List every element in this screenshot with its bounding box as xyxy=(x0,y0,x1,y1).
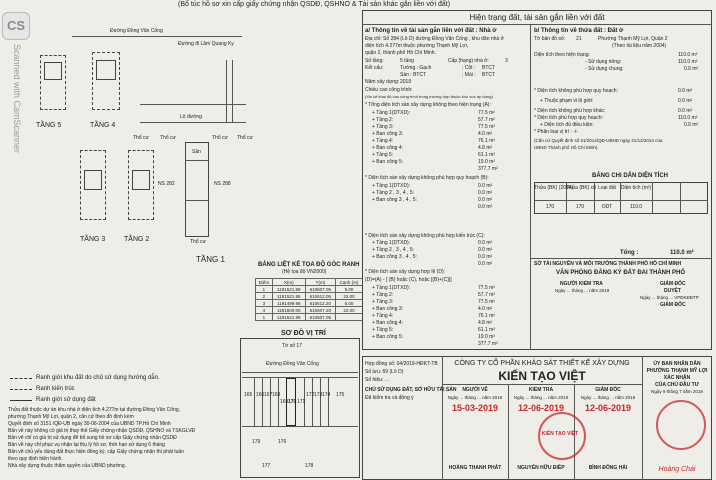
signature: Hoàng Chái xyxy=(658,466,696,473)
parcel-175: 175 xyxy=(336,392,345,398)
area-cell: 170 xyxy=(545,204,555,210)
floor-area-value: 76.1 m² xyxy=(478,138,495,144)
top-note: (Bổ túc hồ sơ xin cấp giấy chứng nhận QSDĐ, QSHNO & Tài sản khác gắn liền với đất) xyxy=(178,1,451,8)
floor-area-label: + Tầng 3: xyxy=(372,299,394,305)
land-note-value: 0.0 m² xyxy=(678,108,693,114)
vitri-sub: Tờ số 17 xyxy=(282,343,302,349)
location-map xyxy=(240,338,360,478)
a-row-value: Sàn : BTCT xyxy=(400,72,427,78)
table-row: 1 1191521.99 610607.05 xyxy=(256,314,363,321)
b-line: (Theo tài liệu năm 2004) xyxy=(612,43,667,49)
camscanner-logo: CS xyxy=(2,12,30,40)
b-line: 21 xyxy=(576,36,582,42)
floor-area-label: + Tầng 4: xyxy=(372,313,394,319)
tong-label: Tổng : xyxy=(620,250,639,256)
uy-ban-3: XÁC NHẬN xyxy=(663,375,691,381)
kiem-tra: KIỂM TRA xyxy=(528,387,554,393)
section-b-title: b/ Thông tin về thửa đất : Đất ở xyxy=(534,28,624,34)
note-para: Quyết định số 3151 /QĐ-UB ngày 30-06-2004 của UBND TP.Hồ Chí Minh xyxy=(8,421,171,427)
floor-area-value: 19.0 m² xyxy=(478,334,495,340)
can-cu: (Căn cứ Quyết định số 51/2014/QĐ-UBND ngày 31/12/2014 của xyxy=(534,138,663,143)
a-row-value: 3 xyxy=(505,58,508,64)
area-cell: 110.0 xyxy=(629,204,643,210)
ns288-label: NS 288 xyxy=(214,181,231,187)
giam-doc-label: GIÁM ĐỐC xyxy=(660,281,686,287)
org-2: VĂN PHÒNG ĐĂNG KÝ ĐẤT ĐAI THÀNH PHỐ xyxy=(556,270,686,276)
uy-ban-2: PHƯỜNG THẠNH MỸ LỢI xyxy=(646,368,708,374)
uy-ban-4: CỦA CHỦ ĐẦU TƯ xyxy=(655,382,699,388)
floor-area-label: + Ban công 5: xyxy=(372,334,403,340)
floor-area-label: + Ban công 3: xyxy=(372,306,403,312)
land-value: 110.0 m² xyxy=(678,52,698,58)
uy-ban: ỦY BAN NHÂN DÂN xyxy=(653,361,701,367)
tho-cu-5: Thổ cư xyxy=(190,239,206,245)
section-a-title: a/ Thông tin về tài sản gắn liền với đất : Nhà ở xyxy=(365,28,497,34)
table-row: 1 1191521.99 610607.05 5.00 xyxy=(256,286,363,293)
floor-area-label: + Tầng 1(DTXD): xyxy=(372,110,411,116)
area-col: Thửa (BK) (2004) xyxy=(534,185,574,191)
date-gd-stamp: 12-06-2019 xyxy=(584,403,632,413)
floor-area-label: + Tầng 2 , 3 , 4 , 5: xyxy=(372,247,415,253)
nguoi-ve: NGƯỜI VẼ xyxy=(462,387,488,393)
lo-duong-label: Lộ đường xyxy=(180,114,202,120)
b-line: Phường Thạnh Mỹ Lợi, Quận 2 xyxy=(598,36,668,42)
floor-area-value: 4.0 m² xyxy=(478,306,493,312)
floor-area-label: + Tầng 3: xyxy=(372,124,394,130)
tho-cu-1: Thổ cư xyxy=(133,135,149,141)
b-floor-title: * Diện tích sàn xây dựng không phù hợp quy hoạch (B): xyxy=(365,175,489,181)
a-row-value: 2018 xyxy=(400,79,412,85)
ngay-ub: Ngày 9 tháng 7 năm 2019 xyxy=(651,389,703,394)
d-formula: (D)=(A) - [ (B) hoặc (C), hoặc [(B)+(C)]] xyxy=(365,277,452,283)
floor-area-value: 61.1 m² xyxy=(478,327,495,333)
note-para: Bản vẽ này không có giá trị thay thế Giấy chứng nhận QSDĐ, QSHNO và TSKGLVĐ xyxy=(8,428,196,434)
floor-area-label: + Tầng 1(DTXD): xyxy=(372,285,411,291)
land-note: + Diện tích đủ điều kiện: xyxy=(540,122,594,128)
land-label: Diện tích theo hiện trạng: xyxy=(534,52,590,58)
giam-doc: GIÁM ĐỐC xyxy=(595,387,621,393)
area-table-title: BẢNG CHI DẪN DIỆN TÍCH xyxy=(592,173,668,179)
a-row-label: Cấp (hạng) nhà ở: xyxy=(448,58,489,64)
parcel-171: 171 xyxy=(297,399,306,405)
land-value: 110.0 m² xyxy=(678,59,698,65)
a-row-value: BTCT xyxy=(482,65,496,71)
date-kt-stamp: 12-06-2019 xyxy=(517,403,565,413)
floor-area-value: 377.7 m² xyxy=(478,166,498,172)
date-ve-stamp: 15-03-2019 xyxy=(451,403,499,413)
duyet-label: DUYỆT xyxy=(664,288,681,294)
floor-area-label: + Ban công 4: xyxy=(372,145,403,151)
area-cell: 170 xyxy=(575,204,585,210)
floor-area-value: 57.7 m² xyxy=(478,117,495,123)
table-row: 3 1191499.96 610612.20 5.00 xyxy=(256,300,363,307)
coord-header-row: Điểm X(m) Y(m) Cạnh (m) xyxy=(256,279,363,286)
c-floor-title: * Diện tích sàn xây dựng không phù hợp kiến trúc (C): xyxy=(365,233,485,239)
tong-value: 110.0 m² xyxy=(670,250,694,256)
note-item-2: Ranh kiến trúc xyxy=(36,386,75,392)
floor1-plan xyxy=(185,142,209,237)
floor-area-value: 77.5 m² xyxy=(478,285,495,291)
road-top-label: Đường Đồng Văn Cống xyxy=(110,28,163,34)
archive-no: Số lưu: 69 (Lô D) xyxy=(365,369,404,375)
parcel-168: 168 xyxy=(272,392,281,398)
parcel-173: 173 xyxy=(314,392,323,398)
d-floor-title: * Diện tích sàn xây dựng hợp lệ (D): xyxy=(365,269,445,275)
parcel-179: 179 xyxy=(252,439,261,445)
floor-area-value: 4.0 m² xyxy=(478,131,493,137)
floor-area-value: 0.0 m² xyxy=(478,190,493,196)
floor-area-value: 77.5 m² xyxy=(478,110,495,116)
stamp-text: KIẾN TẠO VIỆT xyxy=(541,431,579,437)
ngay-kt2: Ngày ... tháng ... năm 2019 xyxy=(513,395,569,400)
tho-cu-2: Thổ cư xyxy=(160,135,176,141)
can-cu-2: UBND Thành phố Hồ Chí Minh). xyxy=(534,145,599,150)
floor-area-value: 0.0 m² xyxy=(478,183,493,189)
a-row-value: 5 tầng xyxy=(400,58,414,64)
floor-area-label: + Tầng 2: xyxy=(372,292,394,298)
name-ve: HOÀNG THANH PHÁT xyxy=(448,465,502,471)
parcel-177: 177 xyxy=(262,463,271,469)
nguoi-kiem-tra: NGƯỜI KIỂM TRA xyxy=(560,281,603,287)
name-kt: NGUYỄN HỮU ĐIỀP xyxy=(517,465,565,471)
land-note-value: 0.0 m² xyxy=(678,98,693,104)
floor-area-value: 0.0 m² xyxy=(478,261,493,267)
parcel-165: 165 xyxy=(244,392,253,398)
floor1-label: TẦNG 1 xyxy=(196,255,225,264)
parcel-176: 176 xyxy=(278,439,287,445)
a-line: diện tích 4.277m thuộc phường Thạnh Mỹ Lợi, xyxy=(365,43,469,49)
coord-table-subtitle: (Hệ tọa độ VN2000) xyxy=(282,269,327,275)
phan-loai: * Phân loại vị trí : -/- xyxy=(534,129,578,135)
area-col: Loại đất xyxy=(598,185,616,191)
ngay-chu: Đã kiểm tra và đồng ý xyxy=(365,395,414,401)
floor4-label: TẦNG 4 xyxy=(90,122,116,129)
ngay-kiem-tra: Ngày ... tháng ... năm 2019 xyxy=(555,288,610,293)
company-brand: KIẾN TẠO VIỆT xyxy=(498,369,586,383)
right-title: Hiện trạng đất, tài sản gắn liền với đất xyxy=(469,13,605,22)
table-row: 4 1191500.00 610607.20 22.00 xyxy=(256,307,363,314)
land-note: * Diện tích không phù hợp khác: xyxy=(534,108,606,114)
land-note: + Thuộc phạm vi lộ giới: xyxy=(540,98,594,104)
floor3-label: TẦNG 3 xyxy=(80,236,106,243)
so-lieu: Số hiệu: ... xyxy=(365,377,389,383)
note-para: Bản vẽ này chỉ phục vụ nhận lại thụ lý hồ sơ, thời hạn sử dụng 6 tháng xyxy=(8,442,165,448)
camscanner-text: Scanned with CamScanner xyxy=(12,44,22,154)
floor-area-label: + Tầng 2 , 3 , 4 , 5: xyxy=(372,190,415,196)
floor-area-value: 0.0 m² xyxy=(478,204,493,210)
parcel-174: 174 xyxy=(322,392,331,398)
a-row-value: BTCT xyxy=(482,72,496,78)
a-row-value: Tường : Gạch xyxy=(400,65,432,71)
area-col: Diện tích (m²) xyxy=(620,185,652,191)
floor-area-label: + Ban công 3 , 4 , 5: xyxy=(372,254,417,260)
a-row-label: ; Mái : xyxy=(462,72,476,78)
land-note: * Diện tích không phù hợp quy hoạch: xyxy=(534,88,618,94)
floor-area-label: + Ban công 4: xyxy=(372,320,403,326)
giam-doc-2: GIÁM ĐỐC xyxy=(660,302,686,308)
a-floor-title: * Tổng diện tích sàn xây dựng không theo hiện trạng (A): xyxy=(365,102,491,108)
floor-area-value: 377.7 m² xyxy=(478,341,498,347)
company-name: CÔNG TY CỔ PHẦN KHẢO SÁT THIẾT KẾ XÂY DỰNG xyxy=(454,360,630,367)
ngay-ve: Ngày ... tháng ... năm 2019 xyxy=(447,395,503,400)
parcel-172: 172 xyxy=(306,392,315,398)
parcel-169: 169 xyxy=(280,399,289,405)
tho-cu-3: Thổ cư xyxy=(212,135,228,141)
b-line: Tờ bản đồ số: xyxy=(534,36,566,42)
tho-cu-4: Thổ cư xyxy=(237,135,253,141)
a-row-label: Kết cấu: xyxy=(365,65,384,71)
floor-area-value: 76.1 m² xyxy=(478,313,495,319)
floor-area-value: 61.1 m² xyxy=(478,152,495,158)
ngay-duyet: Ngày ... tháng ... VPĐKĐĐTP xyxy=(640,295,699,300)
road-top2-label: Đường đi Lâm Quang Ky xyxy=(178,41,234,47)
floor-area-label: + Tầng 5: xyxy=(372,327,394,333)
floor2-label: TẦNG 2 xyxy=(124,236,150,243)
a-row-label: Năm xây dựng: xyxy=(365,79,400,85)
note-para: Nhà xây dựng thuộc thẩm quyền của UBND phường. xyxy=(8,463,127,469)
floor-area-label: + Ban công 3 , 4 , 5: xyxy=(372,197,417,203)
coord-table xyxy=(255,278,363,321)
land-note-value: 0.0 m² xyxy=(678,88,693,94)
floor-area-label: + Tầng 2: xyxy=(372,117,394,123)
floor-area-value: 0.0 m² xyxy=(478,254,493,260)
floor-area-value: 77.5 m² xyxy=(478,299,495,305)
org-1: SỞ TÀI NGUYÊN VÀ MÔI TRƯỜNG THÀNH PHỐ HỒ CHÍ MINH xyxy=(534,261,682,267)
floor-area-value: 4.8 m² xyxy=(478,320,493,326)
table-row: 2 1191521.95 610612.05 22.00 xyxy=(256,293,363,300)
land-label: - Sử dụng riêng: xyxy=(585,59,622,65)
area-cell: ODT xyxy=(601,204,613,210)
a-line: Địa chỉ: Số 284 (Lô D) đường Đồng Văn Cống , khu dân nhà ở xyxy=(365,36,504,42)
a-line: quận 2, thành phố Hồ Chí Minh. xyxy=(365,50,436,56)
floor5-label: TẦNG 5 xyxy=(36,122,62,129)
floor-area-value: 19.0 m² xyxy=(478,159,495,165)
note-para: Thửa đất thuộc dự án khu nhà ở diện tích 4.277m tại đường Đồng Văn Cống, xyxy=(8,407,180,413)
parcel-178: 178 xyxy=(305,463,314,469)
parcel-167: 167 xyxy=(264,392,273,398)
parcel-166: 166 xyxy=(256,392,265,398)
vitri-title: SƠ ĐỒ VỊ TRÍ xyxy=(281,330,326,337)
san-label: Sân xyxy=(192,149,201,155)
vitri-road: Đường Đồng Văn Cống xyxy=(266,361,319,367)
area-col: Thửa (BK) cũ xyxy=(566,185,597,191)
land-label: - Sử dụng chung: xyxy=(585,66,624,72)
note-item-3: Ranh giới sử dụng đất xyxy=(36,397,96,403)
floor-area-label: + Tầng 1(DTXD): xyxy=(372,240,411,246)
a-row-label: Số tầng: xyxy=(365,58,384,64)
contract-no: Hợp đồng số: 04/2019-HĐKT-TB xyxy=(365,361,438,367)
floor-area-value: 4.8 m² xyxy=(478,145,493,151)
parcel-170: 170 xyxy=(288,399,297,405)
note-para: Bản vẽ chủ yếu dùng đất thực hiện đồng ký, cấp Giấy chứng nhận thì phải tuân xyxy=(8,449,184,455)
land-note-value: 110.0 m² xyxy=(678,115,698,121)
floor-area-label: + Tầng 1(DTXD): xyxy=(372,183,411,189)
floor-area-value: 57.7 m² xyxy=(478,292,495,298)
floor-area-label: + Ban công 5: xyxy=(372,159,403,165)
coord-table-title: BẢNG LIỆT KÊ TỌA ĐỘ GÓC RANH xyxy=(258,262,360,268)
a-note: (Xin kê khai độ cao công trình trong trường hợp thuộc khu vực áp dụng) xyxy=(365,94,493,99)
note-para: Bản vẽ chỉ có giá trị sử dụng để bổ sung hồ sơ cấp Giấy chứng nhận QSDĐ xyxy=(8,435,177,441)
ns282-label: NS 282 xyxy=(158,181,175,187)
floor-area-value: 0.0 m² xyxy=(478,240,493,246)
ward-stamp xyxy=(656,400,706,450)
chu-su-dung: CHỦ SỬ DỤNG ĐẤT, SỞ HỮU TÀI SẢN xyxy=(365,387,457,393)
a-row-label: ; Cột : xyxy=(462,65,476,71)
floor-area-label: + Tầng 4: xyxy=(372,138,394,144)
land-note-value: 0.0 m² xyxy=(684,122,699,128)
land-note: * Diện tích phù hợp quy hoạch: xyxy=(534,115,603,121)
floor-area-label: + Ban công 3: xyxy=(372,131,403,137)
floor-area-value: 0.0 m² xyxy=(478,247,493,253)
note-para: theo quy định hiện hành. xyxy=(8,456,63,462)
chieu-cao: Chiều cao công trình: xyxy=(365,87,413,93)
floor-area-value: 77.5 m² xyxy=(478,124,495,130)
floor-area-label: + Tầng 5: xyxy=(372,152,394,158)
note-para: phường Thạnh Mỹ Lợi, quận 2, căn cứ theo đồ định kèm xyxy=(8,414,134,420)
note-item-1: Ranh giới khu đất do chủ sử dụng hướng dẫn. xyxy=(36,375,160,381)
ngay-gd: Ngày ... tháng ... năm 2019 xyxy=(580,395,636,400)
name-gd: BÌNH ĐÔNG HẢI xyxy=(588,465,628,471)
land-value: 0.0 m² xyxy=(684,66,699,72)
floor-area-value: 0.0 m² xyxy=(478,197,493,203)
